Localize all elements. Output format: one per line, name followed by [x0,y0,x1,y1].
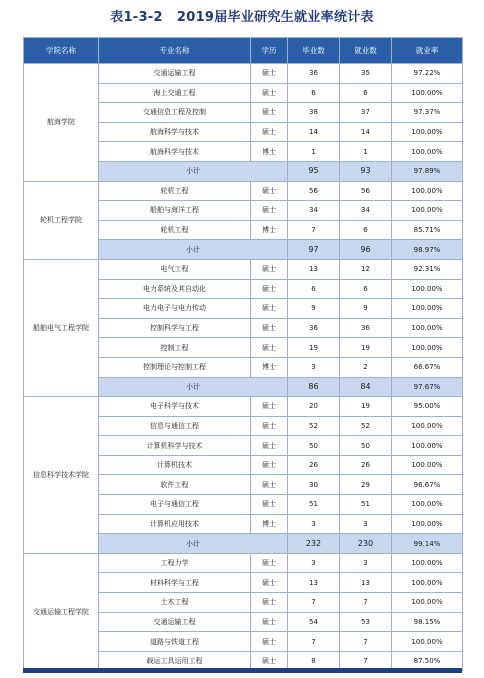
rate-cell: 97.37% [392,103,463,123]
degree-cell: 硕士 [251,436,288,456]
table-title: 2019届毕业研究生就业率统计表 [176,10,374,25]
rate-cell: 100.00% [392,416,463,436]
rate-cell: 100.00% [392,495,463,515]
graduates-cell: 7 [288,593,340,613]
graduates-cell: 14 [288,122,340,142]
college-name-cell: 轮机工程学院 [24,181,99,259]
employed-cell: 19 [340,338,392,358]
degree-cell: 硕士 [251,122,288,142]
graduates-cell: 6 [288,279,340,299]
degree-cell: 硕士 [251,397,288,417]
subtotal-employed: 96 [340,240,392,260]
graduates-cell: 38 [288,103,340,123]
graduates-cell: 9 [288,299,340,319]
employed-cell: 7 [340,651,392,671]
subtotal-rate: 97.89% [392,161,463,181]
graduates-cell: 54 [288,612,340,632]
graduates-cell: 50 [288,436,340,456]
degree-cell: 硕士 [251,318,288,338]
header-major: 专业名称 [99,38,251,64]
degree-cell: 硕士 [251,103,288,123]
major-cell: 交通信息工程及控制 [99,103,251,123]
major-cell: 电气工程 [99,259,251,279]
major-cell: 控制工程 [99,338,251,358]
employed-cell: 26 [340,455,392,475]
employed-cell: 56 [340,181,392,201]
degree-cell: 硕士 [251,612,288,632]
table-row [24,259,463,279]
employed-cell: 35 [340,64,392,84]
major-cell: 轮机工程 [99,220,251,240]
major-cell: 计算机科学与技术 [99,436,251,456]
degree-cell: 硕士 [251,416,288,436]
subtotal-label: 小计 [99,240,288,260]
employed-cell: 51 [340,495,392,515]
major-cell: 船舶与海洋工程 [99,201,251,221]
major-cell: 电力电子与电力传动 [99,299,251,319]
degree-cell: 硕士 [251,83,288,103]
major-cell: 交通运输工程 [99,64,251,84]
major-cell: 交通运输工程 [99,612,251,632]
header-rate: 就业率 [392,38,463,64]
rate-cell: 100.00% [392,573,463,593]
graduates-cell: 20 [288,397,340,417]
subtotal-graduates: 86 [288,377,340,397]
major-cell: 航海科学与技术 [99,122,251,142]
graduates-cell: 3 [288,514,340,534]
rate-cell: 100.00% [392,593,463,613]
employed-cell: 12 [340,259,392,279]
table-row [24,397,463,417]
major-cell: 控制理论与控制工程 [99,357,251,377]
employed-cell: 3 [340,514,392,534]
employed-cell: 1 [340,142,392,162]
subtotal-graduates: 232 [288,534,340,554]
page-title [0,6,484,25]
table-row [24,553,463,573]
employed-cell: 29 [340,475,392,495]
rate-cell: 100.00% [392,142,463,162]
degree-cell: 博士 [251,220,288,240]
degree-cell: 硕士 [251,573,288,593]
major-cell: 航海科学与技术 [99,142,251,162]
employed-cell: 36 [340,318,392,338]
graduates-cell: 26 [288,455,340,475]
subtotal-employed: 84 [340,377,392,397]
header-employed: 就业数 [340,38,392,64]
degree-cell: 博士 [251,142,288,162]
table-row [24,64,463,84]
rate-cell: 100.00% [392,455,463,475]
subtotal-graduates: 97 [288,240,340,260]
degree-cell: 硕士 [251,495,288,515]
employed-cell: 53 [340,612,392,632]
employed-cell: 34 [340,201,392,221]
subtotal-employed: 93 [340,161,392,181]
rate-cell: 92.31% [392,259,463,279]
major-cell: 道路与铁道工程 [99,632,251,652]
table-header-row [24,38,463,64]
subtotal-rate: 97.67% [392,377,463,397]
degree-cell: 硕士 [251,338,288,358]
employed-cell: 52 [340,416,392,436]
rate-cell: 100.00% [392,181,463,201]
employed-cell: 50 [340,436,392,456]
subtotal-graduates: 95 [288,161,340,181]
employed-cell: 7 [340,593,392,613]
major-cell: 土木工程 [99,593,251,613]
employed-cell: 13 [340,573,392,593]
major-cell: 信息与通信工程 [99,416,251,436]
major-cell: 电力系统及其自动化 [99,279,251,299]
employed-cell: 2 [340,357,392,377]
rate-cell: 95.00% [392,397,463,417]
rate-cell: 100.00% [392,553,463,573]
degree-cell: 硕士 [251,455,288,475]
rate-cell: 87.50% [392,651,463,671]
graduates-cell: 8 [288,651,340,671]
graduates-cell: 13 [288,573,340,593]
graduates-cell: 36 [288,318,340,338]
rate-cell: 85.71% [392,220,463,240]
degree-cell: 硕士 [251,651,288,671]
degree-cell: 硕士 [251,259,288,279]
major-cell: 轮机工程 [99,181,251,201]
table-code: 表1-3-2 [110,10,163,25]
degree-cell: 硕士 [251,299,288,319]
rate-cell: 100.00% [392,514,463,534]
graduates-cell: 7 [288,632,340,652]
header-college: 学院名称 [24,38,99,64]
graduates-cell: 19 [288,338,340,358]
degree-cell: 硕士 [251,64,288,84]
employed-cell: 9 [340,299,392,319]
rate-cell: 97.22% [392,64,463,84]
degree-cell: 博士 [251,514,288,534]
rate-cell: 100.00% [392,318,463,338]
subtotal-rate: 98.97% [392,240,463,260]
employed-cell: 19 [340,397,392,417]
degree-cell: 硕士 [251,279,288,299]
major-cell: 电子科学与技术 [99,397,251,417]
header-graduates: 毕业数 [288,38,340,64]
subtotal-label: 小计 [99,534,288,554]
subtotal-label: 小计 [99,161,288,181]
subtotal-rate: 99.14% [392,534,463,554]
employed-cell: 7 [340,632,392,652]
graduates-cell: 34 [288,201,340,221]
graduates-cell: 30 [288,475,340,495]
major-cell: 材料科学与工程 [99,573,251,593]
major-cell: 控制科学与工程 [99,318,251,338]
rate-cell: 100.00% [392,632,463,652]
graduates-cell: 13 [288,259,340,279]
graduates-cell: 7 [288,220,340,240]
graduates-cell: 36 [288,64,340,84]
employed-cell: 6 [340,220,392,240]
college-name-cell: 信息科学技术学院 [24,397,99,554]
rate-cell: 100.00% [392,338,463,358]
employed-cell: 6 [340,279,392,299]
major-cell: 计算机应用技术 [99,514,251,534]
major-cell: 计算机技术 [99,455,251,475]
degree-cell: 硕士 [251,632,288,652]
degree-cell: 硕士 [251,181,288,201]
rate-cell: 100.00% [392,83,463,103]
graduates-cell: 1 [288,142,340,162]
graduates-cell: 6 [288,83,340,103]
degree-cell: 硕士 [251,475,288,495]
college-name-cell: 航海学院 [24,64,99,182]
graduates-cell: 3 [288,357,340,377]
graduates-cell: 3 [288,553,340,573]
degree-cell: 博士 [251,357,288,377]
employed-cell: 3 [340,553,392,573]
table-body [24,64,463,671]
rate-cell: 100.00% [392,122,463,142]
graduates-cell: 56 [288,181,340,201]
bottom-rule [23,668,462,673]
graduates-cell: 52 [288,416,340,436]
employed-cell: 37 [340,103,392,123]
major-cell: 海上交通工程 [99,83,251,103]
major-cell: 电子与通信工程 [99,495,251,515]
employment-table [23,37,463,671]
rate-cell: 100.00% [392,279,463,299]
degree-cell: 硕士 [251,553,288,573]
rate-cell: 100.00% [392,436,463,456]
major-cell: 软件工程 [99,475,251,495]
employed-cell: 6 [340,83,392,103]
degree-cell: 硕士 [251,593,288,613]
rate-cell: 96.67% [392,475,463,495]
rate-cell: 100.00% [392,201,463,221]
header-degree: 学历 [251,38,288,64]
rate-cell: 98.15% [392,612,463,632]
major-cell: 载运工具运用工程 [99,651,251,671]
graduates-cell: 51 [288,495,340,515]
subtotal-employed: 230 [340,534,392,554]
college-name-cell: 船舶电气工程学院 [24,259,99,396]
degree-cell: 硕士 [251,201,288,221]
rate-cell: 100.00% [392,299,463,319]
college-name-cell: 交通运输工程学院 [24,553,99,671]
major-cell: 工程力学 [99,553,251,573]
subtotal-label: 小计 [99,377,288,397]
rate-cell: 66.67% [392,357,463,377]
table-row [24,181,463,201]
employed-cell: 14 [340,122,392,142]
